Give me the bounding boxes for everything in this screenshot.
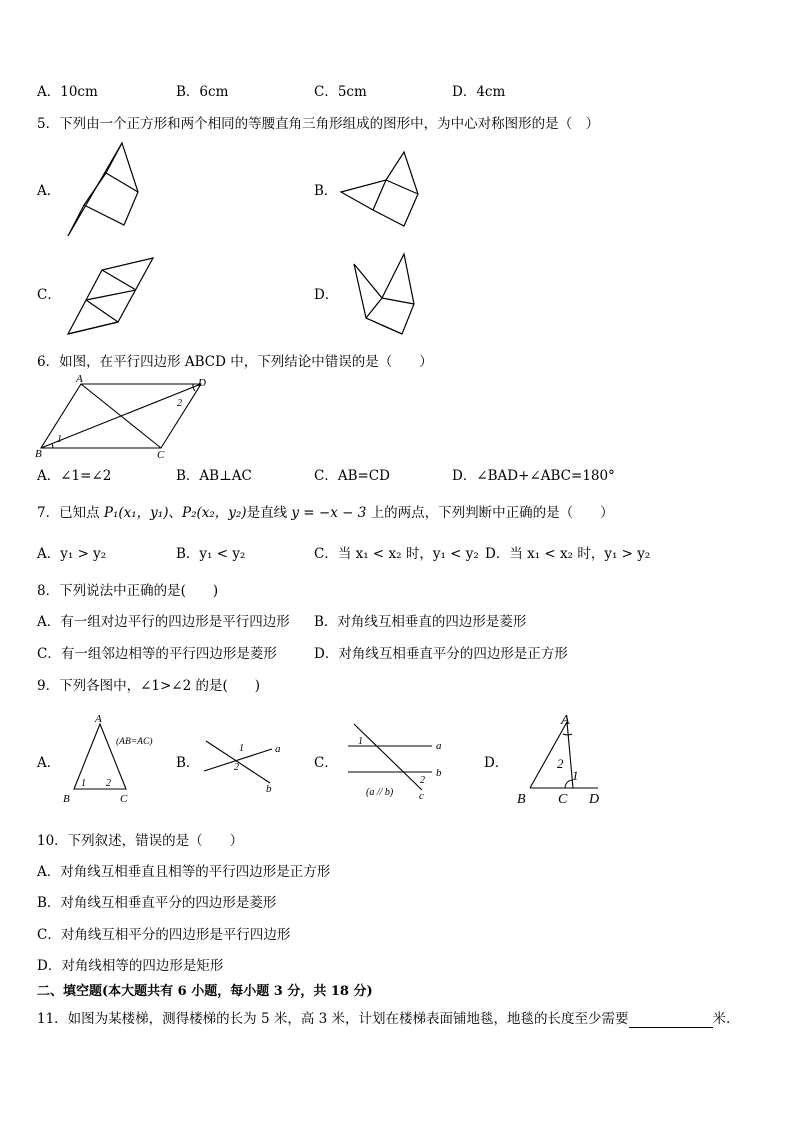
q9a-label-2: 2 (106, 778, 111, 789)
q4-option-d: D．4cm (452, 84, 506, 100)
q5-option-c-label: C． (37, 287, 61, 303)
q4-option-b: B．6cm (176, 84, 229, 100)
q7-point-p1: P₁(x₁，y₁) (103, 505, 169, 521)
q9-stem: 9．下列各图中，∠1>∠2 的是( ) (37, 678, 261, 694)
q7-stem-mid: 是直线 (246, 505, 292, 521)
q6-option-c: C．AB=CD (314, 468, 390, 484)
q9d-label-c: C (558, 792, 568, 807)
q7-option-a: A．y₁ > y₂ (37, 546, 107, 562)
q10-option-c: C．对角线互相平分的四边形是平行四边形 (37, 927, 291, 943)
q6-label-a: A (76, 373, 83, 385)
q6-label-c: C (157, 449, 165, 461)
q11-answer-blank[interactable] (629, 1013, 713, 1028)
q9b-label-1: 1 (239, 743, 244, 754)
q5-option-a-label: A． (37, 183, 61, 199)
q9-figure-d (510, 710, 610, 806)
section-heading-fill-in: 二、填空题(本大题共有 6 小题，每小题 3 分，共 18 分) (37, 984, 373, 999)
q8-option-d: D．对角线互相垂直平分的四边形是正方形 (314, 646, 568, 662)
q11-stem-text: 11．如图为某楼梯，测得楼梯的长为 5 米，高 3 米，计划在楼梯表面铺地毯，地毯的长度至少需要 (37, 1011, 629, 1027)
q9b-label-b: b (266, 783, 272, 795)
q6-label-angle2: 2 (177, 398, 182, 409)
q9d-label-1: 1 (572, 768, 579, 783)
q9a-label-c: C (120, 793, 128, 805)
q6-label-b: B (35, 448, 42, 460)
q7-stem-end: 上的两点，下列判断中正确的是（ ） (366, 505, 614, 521)
q9d-label-b: B (517, 792, 526, 807)
q6-option-d: D．∠BAD+∠ABC=180° (452, 468, 615, 484)
q9a-note: (AB=AC) (116, 737, 153, 747)
q7-option-c: C．当 x₁ < x₂ 时，y₁ < y₂ (314, 546, 479, 562)
q5-figure-c (64, 256, 156, 338)
q9-option-a-label: A． (37, 755, 61, 771)
q4-option-c: C．5cm (314, 84, 367, 100)
q10-option-a: A．对角线互相垂直且相等的平行四边形是正方形 (37, 864, 331, 880)
q6-label-angle1: 1 (57, 434, 62, 445)
q5-figure-b (338, 150, 428, 230)
q9a-label-1: 1 (81, 778, 86, 789)
q6-stem: 6．如图，在平行四边形 ABCD 中，下列结论中错误的是（ ） (37, 354, 433, 370)
q11-stem (37, 1010, 730, 1028)
q10-stem: 10．下列叙述，错误的是（ ） (37, 833, 244, 849)
q9a-label-b: B (63, 793, 70, 805)
q8-stem: 8．下列说法中正确的是( ) (37, 583, 219, 599)
q9-option-d-label: D． (484, 755, 509, 771)
q9b-label-a: a (275, 743, 281, 755)
q10-option-b: B．对角线互相垂直平分的四边形是菱形 (37, 895, 277, 911)
q5-figure-a (62, 140, 142, 240)
q6-figure-parallelogram (33, 373, 213, 461)
q7-option-b: B．y₁ < y₂ (176, 546, 246, 562)
q9c-label-1: 1 (358, 736, 363, 747)
q5-figure-d (352, 252, 422, 338)
q9c-note: (a // b) (366, 787, 394, 798)
q9d-label-a: A (561, 713, 570, 728)
q7-option-d: D．当 x₁ < x₂ 时，y₁ > y₂ (485, 546, 651, 562)
q9a-label-a: A (95, 713, 102, 725)
q7-line-equation: y = −x − 3 (291, 505, 367, 521)
q9-option-c-label: C． (314, 755, 338, 771)
q9-figure-a (60, 712, 170, 807)
q6-option-b: B．AB⊥AC (176, 468, 252, 484)
q9c-label-a: a (436, 740, 442, 752)
q9-option-b-label: B． (176, 755, 200, 771)
q5-stem: 5．下列由一个正方形和两个相同的等腰直角三角形组成的图形中，为中心对称图形的是（ ） (37, 116, 600, 132)
q9c-label-b: b (436, 767, 442, 779)
q5-option-b-label: B． (314, 183, 338, 199)
q8-option-c: C．有一组邻边相等的平行四边形是菱形 (37, 646, 277, 662)
q5-option-d-label: D． (314, 287, 339, 303)
q7-point-p2: P₂(x₂，y₂) (181, 505, 247, 521)
q9d-label-d: D (589, 792, 600, 807)
q8-option-b: B．对角线互相垂直的四边形是菱形 (314, 614, 527, 630)
q8-option-a: A．有一组对边平行的四边形是平行四边形 (37, 614, 290, 630)
q9d-label-2: 2 (557, 756, 564, 771)
q9b-label-2: 2 (234, 762, 239, 773)
q7-stem-start: 7．已知点 (37, 505, 104, 521)
q9-figure-b (200, 735, 290, 795)
q4-option-a: A．10cm (37, 84, 98, 100)
q9-figure-c (340, 720, 450, 802)
q9c-label-2: 2 (420, 775, 425, 786)
q6-option-a: A．∠1=∠2 (37, 468, 112, 484)
q10-option-d: D．对角线相等的四边形是矩形 (37, 958, 224, 974)
q9c-label-c: c (419, 790, 424, 802)
q11-unit: 米. (712, 1011, 731, 1027)
q7-separator: 、 (168, 505, 182, 521)
q7-stem (37, 504, 614, 522)
q6-label-d: D (198, 377, 206, 389)
